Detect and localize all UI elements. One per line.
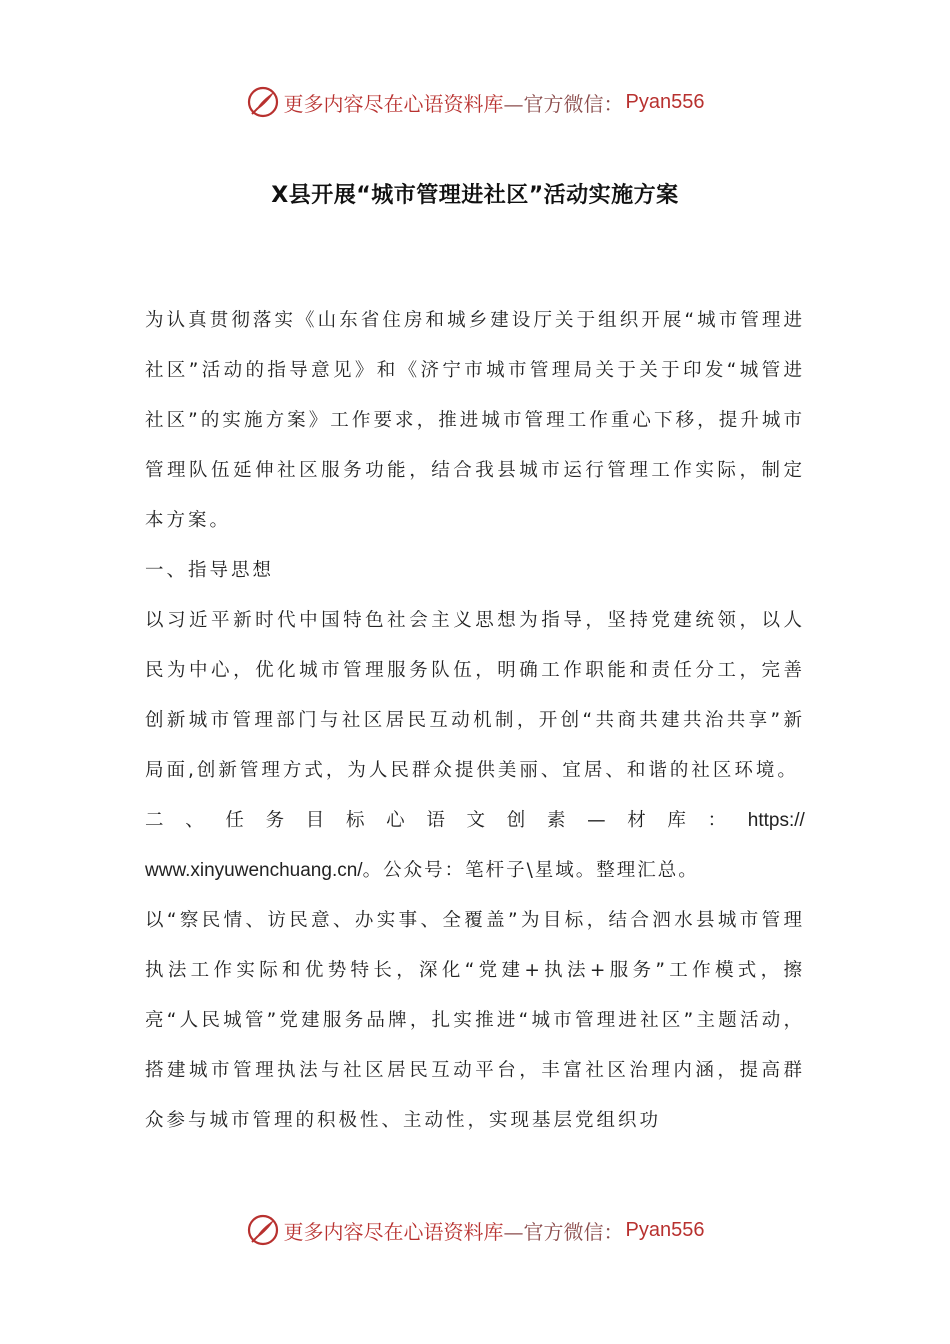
section1-paragraph: 以习近平新时代中国特色社会主义思想为指导，坚持党建统领，以人民为中心，优化城市管理服务队伍，明确工作职能和责任分工，完善创新城市管理部门与社区居民互动机制，开创“共商共建共治共享”新局面,创新管理方式，为人民群众提供美丽、宜居、和谐的社区环境。 bbox=[145, 610, 805, 781]
section2-heading-char: 文 bbox=[466, 810, 486, 831]
banner-wechat-id: Pyan556 bbox=[625, 90, 705, 113]
section2-heading-char: 材 bbox=[627, 810, 646, 831]
section1-heading: 一、指导思想 bbox=[145, 560, 275, 581]
section2-heading-char: 务 bbox=[265, 810, 285, 831]
section2-heading bbox=[145, 796, 805, 846]
page-title: X县开展“城市管理进社区”活动实施方案 bbox=[271, 183, 679, 208]
section2-heading-char: 心 bbox=[386, 810, 405, 831]
section2-heading-char: 标 bbox=[345, 810, 365, 831]
section2-heading-char: 任 bbox=[225, 810, 244, 831]
banner-main-text: 更多内容尽在心语资料库 bbox=[283, 91, 504, 116]
section2-heading-char: 目 bbox=[305, 810, 325, 831]
banner-official-label: —官方微信： bbox=[503, 1219, 624, 1244]
feather-pen-logo-icon bbox=[246, 1213, 280, 1247]
header-banner bbox=[0, 82, 950, 122]
section2-heading-char: 库 bbox=[667, 810, 686, 831]
document-body bbox=[145, 296, 805, 1146]
section2-url-part2: www.xinyuwenchuang.cn/ bbox=[145, 860, 363, 881]
section2-heading-char: 二 bbox=[145, 810, 164, 831]
intro-paragraph: 为认真贯彻落实《山东省住房和城乡建设厅关于组织开展“城市管理进社区”活动的指导意见》和《济宁市城市管理局关于关于印发“城管进社区”的实施方案》工作要求，推进城市管理工作重心下移，提升城市管理队伍延伸社区服务功能，结合我县城市运行管理工作实际，制定本方案。 bbox=[145, 310, 805, 531]
section2-heading-char: — bbox=[587, 810, 606, 831]
footer-banner bbox=[0, 1210, 950, 1250]
section2-tail-text: 。公众号：笔杆子\星域。整理汇总。 bbox=[362, 860, 699, 881]
feather-pen-logo-icon bbox=[246, 85, 280, 119]
section2-heading-char: ： bbox=[707, 810, 727, 831]
section2-heading-char: 素 bbox=[546, 810, 566, 831]
banner-wechat-id: Pyan556 bbox=[625, 1218, 705, 1241]
banner-main-text: 更多内容尽在心语资料库 bbox=[283, 1219, 504, 1244]
section2-heading-char: 、 bbox=[185, 810, 204, 831]
section2-paragraph: 以“察民情、访民意、办实事、全覆盖”为目标，结合泗水县城市管理执法工作实际和优势特长，深化“党建+执法+服务”工作模式，擦亮“人民城管”党建服务品牌，扎实推进“城市管理进社区”主题活动，搭建城市管理执法与社区居民互动平台，丰富社区治理内涵，提高群众参与城市管理的积极性、主动性，实现基层党组织功 bbox=[145, 910, 805, 1131]
banner-official-label: —官方微信： bbox=[503, 91, 624, 116]
section2-url-line bbox=[145, 846, 805, 896]
section2-url-part1: https:// bbox=[747, 810, 805, 831]
section2-heading-char: 创 bbox=[506, 810, 526, 831]
section2-heading-char: 语 bbox=[426, 810, 445, 831]
